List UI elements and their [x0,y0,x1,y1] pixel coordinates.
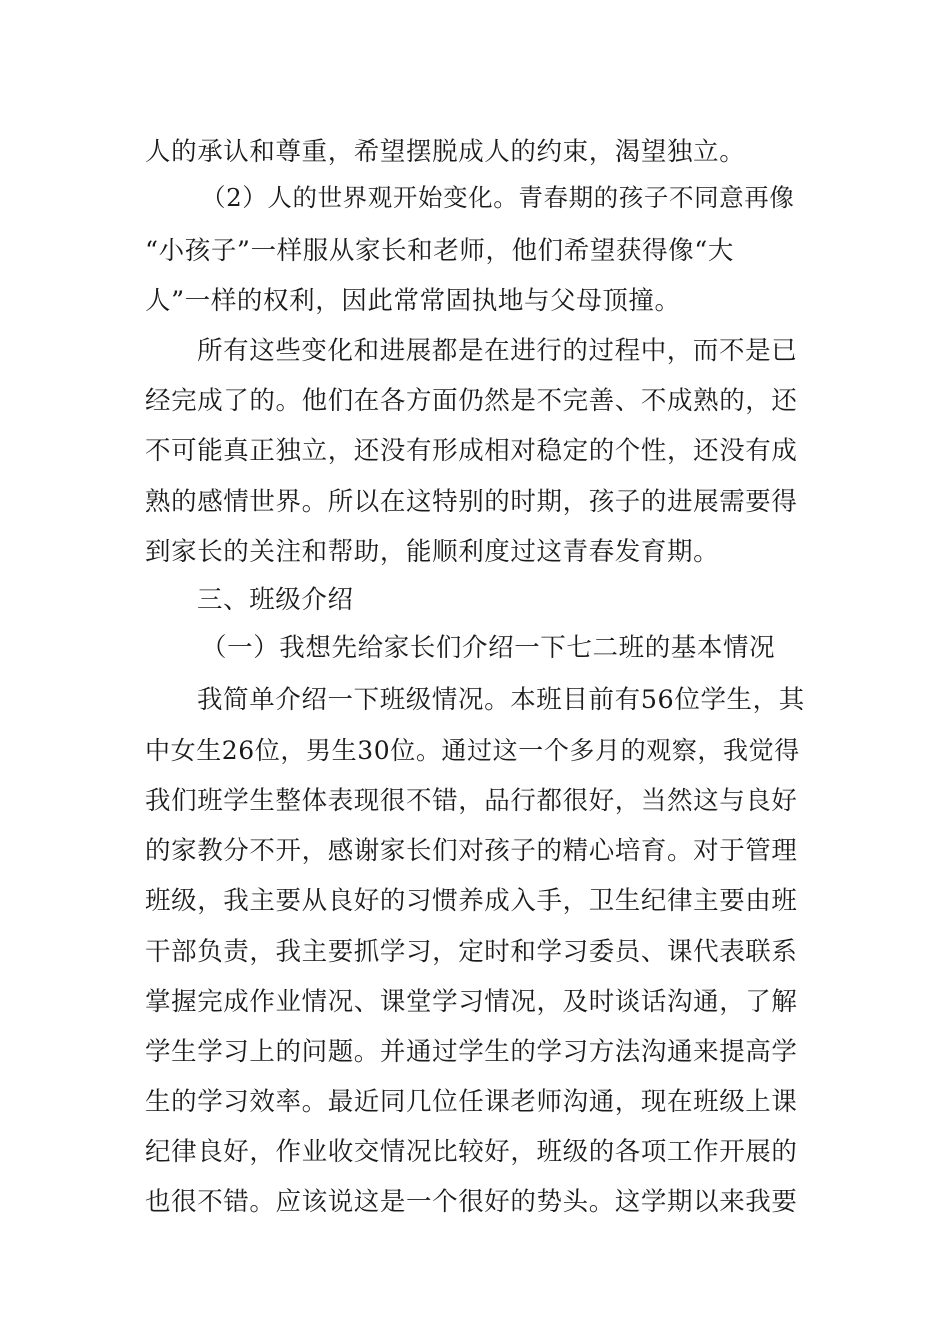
section-heading: 三、班级介绍 [197,585,354,615]
text-line: 的家教分不开，感谢家长们对孩子的精心培育。对于管理 [145,836,798,866]
text-line: 我们班学生整体表现很不错，品行都很好，当然这与良好 [145,786,798,816]
text-line: 我简单介绍一下班级情况。本班目前有56位学生，其 [197,685,805,715]
text-line: 经完成了的。他们在各方面仍然是不完善、不成熟的，还 [145,386,798,416]
text-line: 熟的感情世界。所以在这特别的时期，孩子的进展需要得 [145,487,798,517]
text-line: 生的学习效率。最近同几位任课老师沟通，现在班级上课 [145,1087,798,1117]
text-line: 掌握完成作业情况、课堂学习情况，及时谈话沟通，了解 [145,987,798,1017]
text-line: 不可能真正独立，还没有形成相对稳定的个性，还没有成 [145,436,798,466]
text-line: “小孩子”一样服从家长和老师，他们希望获得像“大 [145,236,735,266]
text-line: 中女生26位，男生30位。通过这一个多月的观察，我觉得 [145,736,800,765]
text-line: 学生学习上的问题。并通过学生的学习方法沟通来提高学 [145,1037,798,1067]
text-line: 干部负责，我主要抓学习，定时和学习委员、课代表联系 [145,937,798,967]
subsection-heading: （一）我想先给家长们介绍一下七二班的基本情况 [201,633,776,663]
text-line: 班级，我主要从良好的习惯养成入手，卫生纪律主要由班 [145,886,798,916]
text-line: 人”一样的权利，因此常常固执地与父母顶撞。 [145,286,681,316]
text-line: 所有这些变化和进展都是在进行的过程中，而不是已 [197,336,798,366]
text-line: （2）人的世界观开始变化。青春期的孩子不同意再像 [201,183,795,212]
text-line: 纪律良好，作业收交情况比较好，班级的各项工作开展的 [145,1137,798,1167]
text-line: 到家长的关注和帮助，能顺利度过这青春发育期。 [145,537,720,567]
text-line: 人的承认和尊重，希望摆脱成人的约束，渴望独立。 [145,137,746,167]
text-line: 也很不错。应该说这是一个很好的势头。这学期以来我要 [145,1187,798,1217]
